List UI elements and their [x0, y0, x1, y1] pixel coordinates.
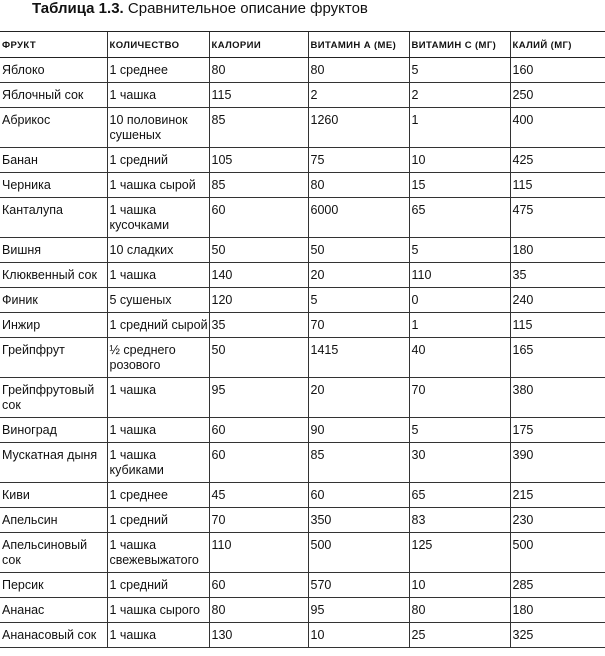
cell-potassium: 180: [510, 238, 605, 263]
cell-vitamin-a: 6000: [308, 198, 409, 238]
cell-vitamin-c: 125: [409, 533, 510, 573]
cell-calories: 70: [209, 508, 308, 533]
cell-fruit: Банан: [0, 148, 107, 173]
cell-vitamin-a: 50: [308, 238, 409, 263]
cell-vitamin-a: 20: [308, 263, 409, 288]
cell-fruit: Мускатная дыня: [0, 443, 107, 483]
table-row: [0, 418, 605, 443]
caption-label: Таблица 1.3.: [32, 0, 124, 17]
cell-vitamin-a: 350: [308, 508, 409, 533]
cell-vitamin-a: 1260: [308, 108, 409, 148]
header-row: [0, 32, 605, 58]
table-caption: [32, 0, 368, 18]
cell-vitamin-a: 95: [308, 598, 409, 623]
cell-vitamin-a: 1415: [308, 338, 409, 378]
cell-vitamin-a: 500: [308, 533, 409, 573]
cell-vitamin-c: 70: [409, 378, 510, 418]
cell-calories: 50: [209, 238, 308, 263]
table-row: [0, 508, 605, 533]
cell-fruit: Канталупа: [0, 198, 107, 238]
cell-quantity: 1 чашка сырой: [107, 173, 209, 198]
cell-quantity: 1 чашка: [107, 263, 209, 288]
cell-vitamin-c: 15: [409, 173, 510, 198]
cell-potassium: 215: [510, 483, 605, 508]
cell-quantity: ½ среднего розового: [107, 338, 209, 378]
table-row: [0, 338, 605, 378]
cell-fruit: Грейпфрут: [0, 338, 107, 378]
cell-calories: 140: [209, 263, 308, 288]
fruit-comparison-table: [0, 31, 605, 648]
cell-potassium: 230: [510, 508, 605, 533]
table-row: [0, 173, 605, 198]
cell-vitamin-c: 10: [409, 573, 510, 598]
cell-vitamin-a: 2: [308, 83, 409, 108]
cell-fruit: Киви: [0, 483, 107, 508]
cell-vitamin-a: 90: [308, 418, 409, 443]
table-row: [0, 148, 605, 173]
cell-calories: 80: [209, 598, 308, 623]
cell-vitamin-a: 5: [308, 288, 409, 313]
cell-fruit: Ананасовый сок: [0, 623, 107, 648]
cell-vitamin-c: 80: [409, 598, 510, 623]
column-header-potassium: КАЛИЙ (МГ): [510, 32, 605, 58]
table-row: [0, 313, 605, 338]
cell-vitamin-a: 70: [308, 313, 409, 338]
column-header-calories: КАЛОРИИ: [209, 32, 308, 58]
cell-vitamin-c: 65: [409, 483, 510, 508]
cell-potassium: 165: [510, 338, 605, 378]
cell-vitamin-a: 75: [308, 148, 409, 173]
cell-vitamin-c: 1: [409, 108, 510, 148]
table-row: [0, 483, 605, 508]
cell-potassium: 380: [510, 378, 605, 418]
caption-text: Сравнительное описание фруктов: [127, 0, 368, 17]
cell-fruit: Абрикос: [0, 108, 107, 148]
cell-vitamin-c: 5: [409, 238, 510, 263]
table-row: [0, 573, 605, 598]
cell-vitamin-c: 10: [409, 148, 510, 173]
cell-potassium: 160: [510, 58, 605, 83]
cell-potassium: 115: [510, 173, 605, 198]
cell-quantity: 1 среднее: [107, 483, 209, 508]
cell-quantity: 1 чашка: [107, 83, 209, 108]
cell-calories: 45: [209, 483, 308, 508]
cell-potassium: 240: [510, 288, 605, 313]
cell-calories: 120: [209, 288, 308, 313]
cell-potassium: 175: [510, 418, 605, 443]
cell-potassium: 425: [510, 148, 605, 173]
cell-fruit: Ананас: [0, 598, 107, 623]
cell-quantity: 1 средний: [107, 573, 209, 598]
cell-quantity: 1 средний: [107, 508, 209, 533]
column-header-fruit: ФРУКТ: [0, 32, 107, 58]
cell-vitamin-c: 40: [409, 338, 510, 378]
table-row: [0, 378, 605, 418]
cell-potassium: 325: [510, 623, 605, 648]
cell-fruit: Яблоко: [0, 58, 107, 83]
cell-calories: 80: [209, 58, 308, 83]
cell-potassium: 400: [510, 108, 605, 148]
cell-fruit: Персик: [0, 573, 107, 598]
cell-potassium: 115: [510, 313, 605, 338]
cell-fruit: Инжир: [0, 313, 107, 338]
table-row: [0, 623, 605, 648]
cell-calories: 95: [209, 378, 308, 418]
cell-vitamin-c: 0: [409, 288, 510, 313]
cell-calories: 35: [209, 313, 308, 338]
table-row: [0, 238, 605, 263]
cell-quantity: 1 чашка сырого: [107, 598, 209, 623]
cell-calories: 85: [209, 173, 308, 198]
cell-calories: 115: [209, 83, 308, 108]
cell-potassium: 285: [510, 573, 605, 598]
table-row: [0, 58, 605, 83]
cell-quantity: 5 сушеных: [107, 288, 209, 313]
table-row: [0, 198, 605, 238]
column-header-quantity: КОЛИЧЕСТВО: [107, 32, 209, 58]
cell-calories: 50: [209, 338, 308, 378]
table-body: [0, 58, 605, 648]
cell-potassium: 35: [510, 263, 605, 288]
table-row: [0, 263, 605, 288]
table-row: [0, 598, 605, 623]
cell-fruit: Апельсин: [0, 508, 107, 533]
cell-vitamin-c: 5: [409, 418, 510, 443]
cell-vitamin-a: 60: [308, 483, 409, 508]
cell-vitamin-a: 10: [308, 623, 409, 648]
cell-quantity: 10 сладких: [107, 238, 209, 263]
cell-vitamin-c: 2: [409, 83, 510, 108]
cell-fruit: Финик: [0, 288, 107, 313]
cell-fruit: Вишня: [0, 238, 107, 263]
cell-fruit: Апельсиновый сок: [0, 533, 107, 573]
table-row: [0, 533, 605, 573]
cell-calories: 60: [209, 198, 308, 238]
cell-calories: 60: [209, 443, 308, 483]
cell-vitamin-a: 570: [308, 573, 409, 598]
cell-quantity: 1 чашка свежевыжатого: [107, 533, 209, 573]
cell-vitamin-a: 85: [308, 443, 409, 483]
cell-calories: 130: [209, 623, 308, 648]
cell-fruit: Грейпфрутовый сок: [0, 378, 107, 418]
cell-quantity: 10 половинок сушеных: [107, 108, 209, 148]
cell-potassium: 475: [510, 198, 605, 238]
cell-calories: 85: [209, 108, 308, 148]
cell-potassium: 390: [510, 443, 605, 483]
table-row: [0, 83, 605, 108]
cell-vitamin-c: 110: [409, 263, 510, 288]
cell-fruit: Яблочный сок: [0, 83, 107, 108]
cell-potassium: 250: [510, 83, 605, 108]
cell-potassium: 180: [510, 598, 605, 623]
cell-fruit: Клюквенный сок: [0, 263, 107, 288]
cell-vitamin-c: 83: [409, 508, 510, 533]
table-row: [0, 288, 605, 313]
column-header-vitamin-c: ВИТАМИН С (МГ): [409, 32, 510, 58]
cell-vitamin-c: 1: [409, 313, 510, 338]
cell-quantity: 1 чашка кусочками: [107, 198, 209, 238]
cell-calories: 60: [209, 418, 308, 443]
cell-vitamin-c: 65: [409, 198, 510, 238]
cell-vitamin-c: 5: [409, 58, 510, 83]
cell-calories: 105: [209, 148, 308, 173]
cell-quantity: 1 чашка: [107, 378, 209, 418]
cell-quantity: 1 чашка: [107, 418, 209, 443]
cell-vitamin-a: 80: [308, 173, 409, 198]
cell-calories: 110: [209, 533, 308, 573]
cell-quantity: 1 средний: [107, 148, 209, 173]
cell-vitamin-c: 30: [409, 443, 510, 483]
cell-fruit: Виноград: [0, 418, 107, 443]
cell-calories: 60: [209, 573, 308, 598]
cell-potassium: 500: [510, 533, 605, 573]
cell-fruit: Черника: [0, 173, 107, 198]
cell-quantity: 1 чашка: [107, 623, 209, 648]
column-header-vitamin-a: ВИТАМИН А (МЕ): [308, 32, 409, 58]
cell-vitamin-c: 25: [409, 623, 510, 648]
table-row: [0, 443, 605, 483]
cell-vitamin-a: 80: [308, 58, 409, 83]
table-row: [0, 108, 605, 148]
cell-vitamin-a: 20: [308, 378, 409, 418]
cell-quantity: 1 среднее: [107, 58, 209, 83]
cell-quantity: 1 средний сырой: [107, 313, 209, 338]
cell-quantity: 1 чашка кубиками: [107, 443, 209, 483]
